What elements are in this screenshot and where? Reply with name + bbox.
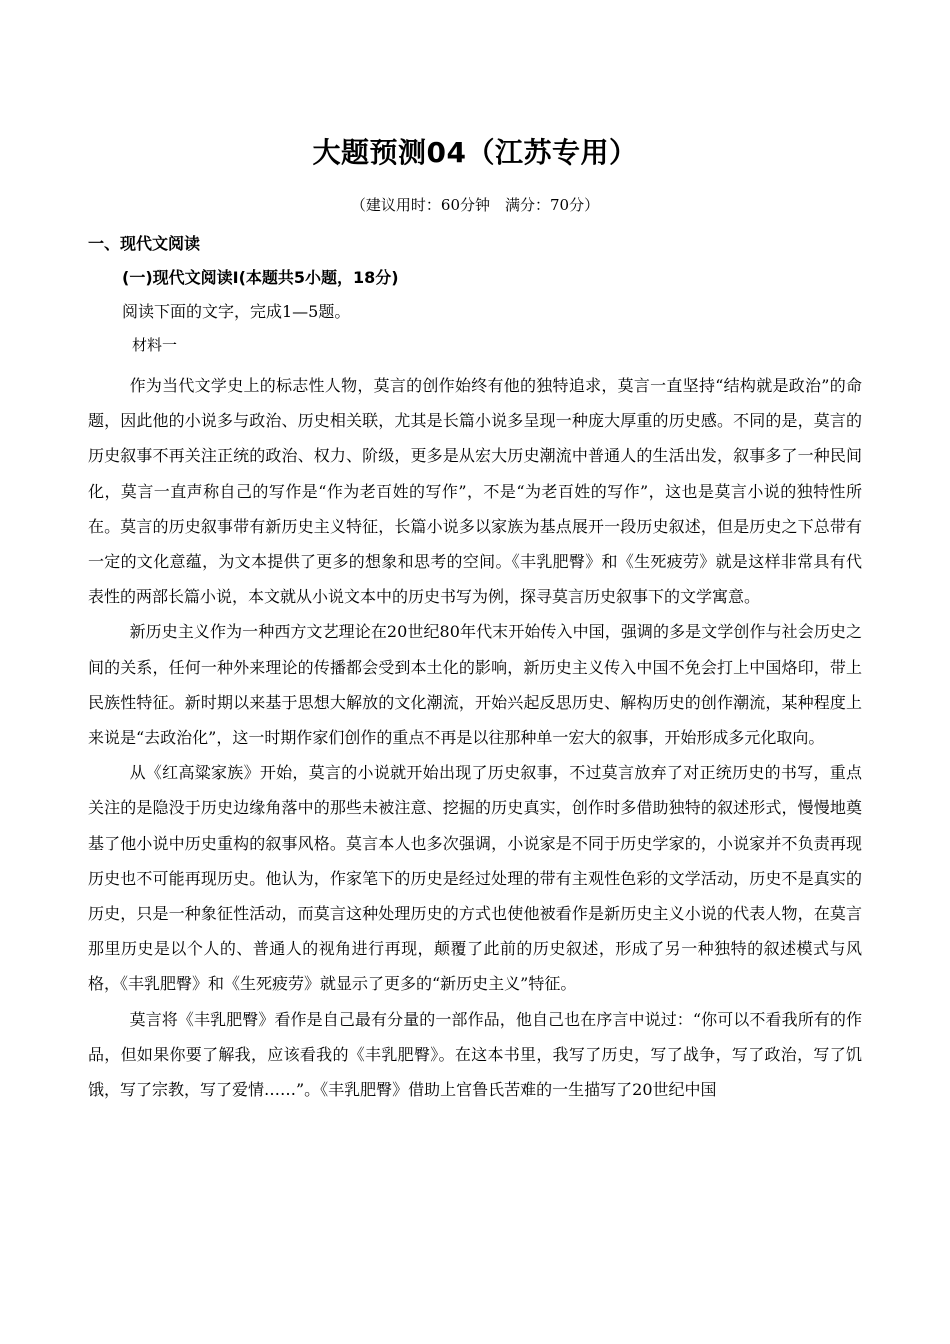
section-heading: 一、现代文阅读 (88, 234, 201, 253)
document-subtitle: （建议用时：60分钟 满分：70分） (350, 196, 600, 214)
passage-paragraph: 从《红高粱家族》开始，莫言的小说就开始出现了历史叙事，不过莫言放弃了对正统历史的书写，重点关注的是隐没于历史边缘角落中的那些未被注意、挖掘的历史真实，创作时多借助独特的叙述形式，慢慢地奠基了他小说中历史重构的叙事风格。莫言本人也多次强调，小说家是不同于历史学家的，小说家并不负责再现历史也不可能再现历史。他认为，作家笔下的历史是经过处理的带有主观性色彩的文学活动，历史不是真实的历史，只是一种象征性活动，而莫言这种处理历史的方式也使他被看作是新历史主义小说的代表人物，在莫言那里历史是以个人的、普通人的视角进行再现，颠覆了此前的历史叙述，形成了另一种独特的叙述模式与风格，《丰乳肥臀》和《生死疲劳》就显示了更多的“新历史主义”特征。 (88, 763, 862, 994)
passage-paragraph: 莫言将《丰乳肥臀》看作是自己最有分量的一部作品，他自己也在序言中说过：“你可以不看我所有的作品，但如果你要了解我，应该看我的《丰乳肥臀》。在这本书里，我写了历史，写了战争，写了政治，写了饥饿，写了宗教，写了爱情……”。《丰乳肥臀》借助上官鲁氏苦难的一生描写了20世纪中国 (88, 1009, 862, 1100)
document-title: 大题预测04（江苏专用） (312, 136, 638, 169)
subsection-heading: (一)现代文阅读Ⅰ(本题共5小题，18分) (122, 268, 399, 287)
passage-paragraph: 作为当代文学史上的标志性人物，莫言的创作始终有他的独特追求，莫言一直坚持“结构就是政治”的命题，因此他的小说多与政治、历史相关联，尤其是长篇小说多呈现一种庞大厚重的历史感。不同的是，莫言的历史叙事不再关注正统的政治、权力、阶级，更多是从宏大历史潮流中普通人的生活出发，叙事多了一种民间化，莫言一直声称自己的写作是“作为老百姓的写作”，不是“为老百姓的写作”，这也是莫言小说的独特性所在。莫言的历史叙事带有新历史主义特征，长篇小说多以家族为基点展开一段历史叙述，但是历史之下总带有一定的文化意蕴，为文本提供了更多的想象和思考的空间。《丰乳肥臀》和《生死疲劳》就是这样非常具有代表性的两部长篇小说，本文就从小说文本中的历史书写为例，探寻莫言历史叙事下的文学寓意。 (88, 376, 862, 607)
material-label: 材料一 (132, 336, 178, 354)
passage-paragraph: 新历史主义作为一种西方文艺理论在20世纪80年代末开始传入中国，强调的多是文学创作与社会历史之间的关系，任何一种外来理论的传播都会受到本土化的影响，新历史主义传入中国不免会打上中国烙印，带上民族性特征。新时期以来基于思想大解放的文化潮流，开始兴起反思历史、解构历史的创作潮流，某种程度上来说是“去政治化”，这一时期作家们创作的重点不再是以往那种单一宏大的叙事，开始形成多元化取向。 (88, 622, 862, 748)
passage-body (88, 368, 862, 1107)
reading-instruction: 阅读下面的文字，完成1—5题。 (122, 302, 351, 321)
